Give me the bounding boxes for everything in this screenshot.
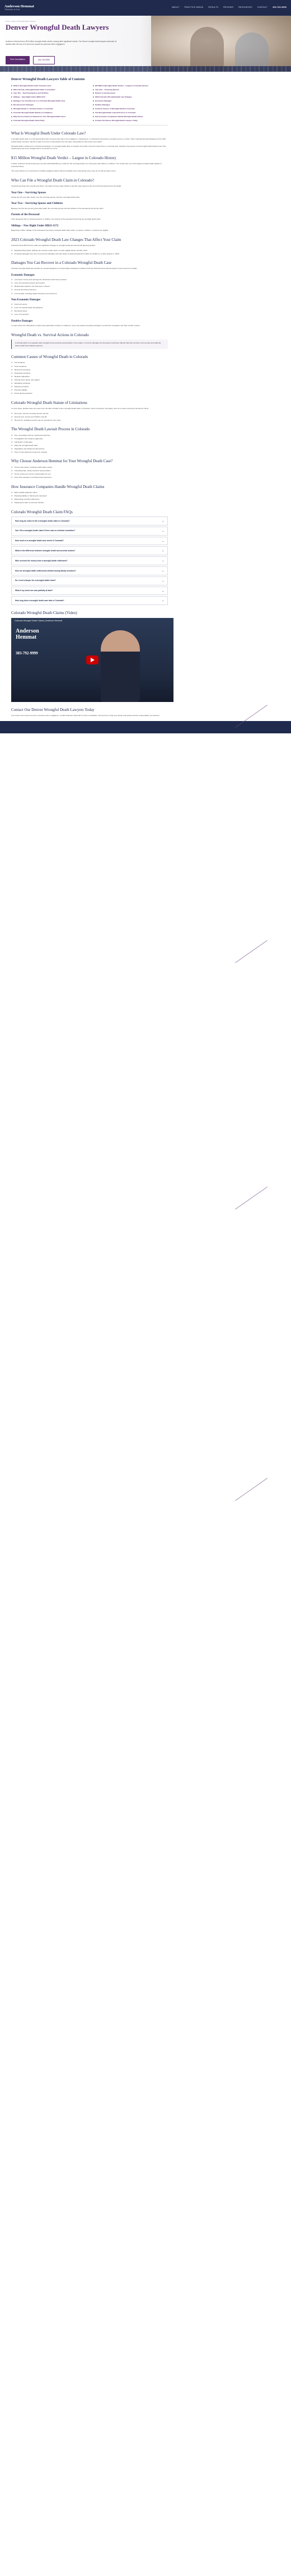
decorative-line — [235, 940, 267, 963]
toc-link-label: How Insurance Companies Handle Wrongful Death Claims — [95, 115, 143, 118]
toc-grid — [11, 85, 168, 122]
section-paragraph: Wrongful death is distinct from criminal proceedings. If a wrongful death claim is brought, the burden of proof is lower than in a criminal case. Families may pursue a civil wrongful death lawsuit even if the at-fault party was never charged with or convicted of a crime. — [11, 145, 166, 150]
list-item-text: Investigation and evidence gathering — [14, 437, 43, 440]
toc-link[interactable] — [11, 92, 86, 94]
toc-link[interactable] — [11, 115, 86, 118]
faq-question: What is the difference between wrongful death and survival actions? — [15, 549, 76, 552]
toc-link[interactable] — [93, 108, 168, 110]
section-title: 2023 Colorado Wrongful Death Law Changes That Affect Your Claim — [11, 237, 121, 242]
checkmark-icon: ✔ — [11, 419, 13, 421]
checklist — [11, 278, 168, 295]
logo-tagline: Attorneys at Law — [4, 8, 20, 11]
checkmark-icon: ✔ — [11, 382, 13, 384]
section-title: Common Causes of Wrongful Death in Colorado — [11, 355, 88, 360]
video-logo-line-1: Anderson — [16, 627, 39, 634]
section-paragraph: In most cases, families have two years from the date of death to file a wrongful death claim in Colorado. Some exceptions may apply, such as in cases involving a hit-and-run driver. — [11, 407, 149, 410]
list-item — [11, 476, 168, 478]
toc-link-label: Why Choose Anderson Hemmat for Your Wrongful Death Case? — [13, 115, 66, 118]
toc-link[interactable] — [11, 119, 86, 122]
video-presenter — [101, 630, 140, 702]
nav-item-reviews[interactable]: REVIEWS — [223, 6, 234, 9]
toc-link[interactable] — [11, 100, 86, 102]
list-item-text: Requesting recorded statements — [14, 498, 40, 501]
list-item — [11, 434, 168, 436]
checkmark-icon: ✔ — [11, 378, 13, 381]
toc-link[interactable] — [93, 119, 168, 122]
video-logo — [16, 628, 39, 640]
list-item-text: Negotiation and settlement discussions — [14, 447, 45, 450]
list-item-text: Lost future income and earnings the deceased would have provided — [14, 278, 67, 281]
list-item — [11, 278, 168, 281]
section-title: Colorado Wrongful Death Claim FAQs — [11, 509, 73, 514]
section-title: Colorado Wrongful Death Statute of Limitations — [11, 400, 87, 405]
toc-link-label: Year Two – Surviving Spouse and Children — [13, 92, 49, 95]
list-item — [11, 292, 168, 295]
list-item-text: Hit-and-run: limitations period may be extended to four years — [14, 419, 61, 421]
section-title: Why Choose Anderson Hemmat for Your Wrongful Death Case? — [11, 459, 113, 464]
toc-link[interactable] — [11, 104, 86, 106]
subsection-title: Economic Damages — [11, 273, 35, 277]
decorative-line — [235, 1187, 267, 1210]
list-item-text: Trial, if a fair settlement cannot be reached — [14, 450, 48, 453]
chevron-down-icon: ⌄ — [162, 579, 164, 582]
checkmark-icon: ✔ — [11, 313, 13, 316]
play-icon[interactable] — [86, 655, 98, 664]
faq-accordion — [11, 517, 168, 605]
decorative-line — [235, 1478, 267, 1501]
checkmark-icon: ✔ — [11, 434, 13, 436]
faq-item[interactable] — [11, 556, 168, 565]
list-item — [11, 285, 168, 287]
toc-link-label: 2023 Colorado Wrongful Death Law Changes — [95, 96, 132, 99]
square-bullet-icon: ■ — [11, 100, 12, 103]
footer — [0, 721, 291, 733]
top-bar — [0, 0, 291, 16]
checkmark-icon: ✔ — [11, 375, 13, 378]
list-item-text: Over three decades of combined trial experience — [14, 476, 52, 479]
checkmark-icon: ✔ — [11, 368, 13, 371]
square-bullet-icon: ■ — [93, 96, 94, 99]
toc-link-label: Who Can File a Wrongful Death Claim in Colorado? — [13, 88, 56, 91]
list-item — [11, 361, 168, 364]
checkmark-icon: ✔ — [11, 491, 13, 494]
free-consultation-button[interactable]: Free Consultation — [6, 56, 30, 64]
square-bullet-icon: ■ — [93, 100, 94, 103]
video-player[interactable] — [11, 618, 173, 702]
toc-link[interactable] — [93, 89, 168, 91]
list-item — [11, 253, 168, 255]
chevron-down-icon: ⌄ — [162, 549, 164, 552]
list-item — [11, 419, 168, 421]
nav-phone[interactable]: 303-792-9999 — [273, 6, 287, 9]
list-item — [11, 466, 168, 468]
checkmark-icon: ✔ — [11, 501, 13, 504]
hero-cta-group — [6, 56, 55, 64]
checkmark-icon: ✔ — [11, 466, 13, 468]
toc-link-label: Punitive Damages — [95, 104, 110, 106]
skyline-decoration — [0, 66, 291, 72]
section-title: How Insurance Companies Handle Wrongful Death Claims — [11, 484, 105, 489]
list-item-text: Loss of household services and support — [14, 282, 45, 285]
toc-link-label: Wrongful Death vs. Survival Actions in Colorado — [13, 107, 53, 110]
section-title: Contact Our Denver Wrongful Death Lawyers Today — [11, 707, 95, 712]
toc-link-label: Common Causes of Wrongful Death in Colorado — [95, 107, 135, 110]
toc-link[interactable] — [11, 89, 86, 91]
list-item-text: Emotional stress — [14, 310, 27, 313]
faq-item[interactable] — [11, 527, 168, 536]
list-item-text: Premises liability — [14, 389, 27, 392]
list-item-text: Compassionate, family-centered representation — [14, 469, 51, 472]
video-phone: 303-792-9999 — [16, 650, 38, 655]
checkmark-icon: ✔ — [11, 282, 13, 285]
list-item-text: First year: only the surviving spouse may file — [14, 412, 49, 415]
list-item — [11, 438, 168, 440]
list-item-text: Defective products — [14, 385, 29, 388]
list-item — [11, 375, 168, 378]
square-bullet-icon: ■ — [93, 92, 94, 95]
checkmark-icon: ✔ — [11, 310, 13, 313]
checkmark-icon: ✔ — [11, 469, 13, 472]
toc-link[interactable] — [93, 104, 168, 106]
chevron-down-icon: ⌄ — [162, 519, 164, 523]
subsection-title: Parents of the Deceased — [11, 213, 40, 217]
chevron-down-icon: ⌄ — [162, 559, 164, 562]
chevron-down-icon: ⌄ — [162, 539, 164, 542]
faq-item[interactable] — [11, 587, 168, 596]
nav-item-about[interactable]: ABOUT — [172, 6, 180, 9]
toc-link-label: Siblings – New Right Under HB23-1172 — [13, 96, 45, 99]
list-item-text: Funeral and burial expenses — [14, 289, 36, 291]
section-paragraph: In cases where the defendant's conduct was particularly reckless or malicious, a jury may award exemplary damages to punish the wrongdoer and deter similar conduct. — [11, 324, 140, 327]
checkmark-icon: ✔ — [11, 476, 13, 479]
list-item — [11, 491, 168, 494]
toc-link-label: Parents of the Deceased — [95, 92, 115, 95]
toc-link[interactable] — [93, 85, 168, 87]
list-item-text: Expanded filing rights: siblings can now file a claim when no other eligible family member exists. — [14, 249, 88, 252]
toc-link[interactable] — [93, 115, 168, 118]
subsection-title: Punitive Damages — [11, 319, 33, 323]
table-of-contents — [11, 77, 168, 122]
list-item-text: Loss of consortium — [14, 313, 29, 316]
content-wrap — [6, 77, 285, 717]
list-item-text: Medical bills related to the final injury or illness — [14, 285, 50, 288]
checkmark-icon: ✔ — [11, 385, 13, 388]
faq-question: Who receives the money from a wrongful death settlement? — [15, 559, 68, 562]
call-button[interactable]: 303-792-9999 — [33, 56, 55, 64]
video-title: Colorado Wrongful Death Claims | Anderson Hemmat — [15, 619, 63, 622]
section-paragraph: If the deceased had no surviving spouse or children, the parents of the deceased may bring the wrongful death claim. — [11, 218, 101, 221]
section-paragraph: A wrongful death claim is a civil lawsuit filed when someone dies due to the negligence, recklessness, or intentional misconduct of another person or entity. Under Colorado Revised Statutes § 13-21-202, certain family members may file a claim to recover compensation from the party responsible for their loved one's death. — [11, 138, 166, 143]
square-bullet-icon: ■ — [11, 84, 12, 87]
list-item — [11, 369, 168, 371]
checklist — [11, 303, 168, 316]
toc-link-label: Contact Our Denver Wrongful Death Lawyers Today — [95, 119, 138, 122]
faq-item[interactable] — [11, 566, 168, 575]
list-item-text: Disputing liability or blaming the deceased — [14, 494, 47, 497]
checkmark-icon: ✔ — [11, 412, 13, 415]
square-bullet-icon: ■ — [11, 107, 12, 110]
checkmark-icon: ✔ — [11, 498, 13, 501]
checkmark-icon: ✔ — [11, 440, 13, 443]
hero-photo — [151, 16, 291, 72]
checklist — [11, 249, 168, 255]
list-item-text: Medical malpractice — [14, 375, 30, 378]
nav-item-resources[interactable]: RESOURCES — [238, 6, 252, 9]
faq-item[interactable] — [11, 596, 168, 605]
list-item-text: Calculation of damages — [14, 440, 32, 443]
checkmark-icon: ✔ — [11, 389, 13, 392]
toc-link-label: Colorado Wrongful Death Statute of Limitations — [13, 111, 53, 114]
list-item — [11, 282, 168, 284]
square-bullet-icon: ■ — [93, 111, 94, 114]
list-item — [11, 313, 168, 315]
section-paragraph: In 2021, Anderson Hemmat attorneys secured a $15,000,000 jury verdict for the surviving family of a motorcycle rider killed in a collision. The verdict was one of the largest wrongful death awards in Colorado history. — [11, 162, 162, 168]
subsection-title: Non-Economic Damages — [11, 298, 41, 301]
subsection-title: Year One – Surviving Spouse — [11, 191, 46, 194]
video-logo-line-2: Hemmat — [16, 634, 37, 640]
callout-box: A survival action is a separate claim brought by the personal representative of the estate. It recovers damages the deceased could have claimed had they survived, such as pain and suffering before death and medical expenses. — [11, 340, 168, 349]
section-title: What Is Wrongful Death Under Colorado Law? — [11, 131, 86, 136]
square-bullet-icon: ■ — [93, 84, 94, 87]
logo-line-2: Hemmat — [20, 4, 34, 8]
chevron-down-icon: ⌄ — [162, 589, 164, 592]
toc-link-label: $15 Million Wrongful Death Verdict – Largest in Colorado History — [95, 84, 148, 87]
section-paragraph: Between the first and second years after death, the surviving spouse and the children of the deceased may file the claim. — [11, 207, 104, 210]
toc-link[interactable] — [11, 85, 86, 87]
square-bullet-icon: ■ — [93, 88, 94, 91]
hero — [0, 16, 291, 72]
list-item — [11, 498, 168, 500]
list-item-text: Pedestrian accidents — [14, 371, 31, 374]
list-item — [11, 389, 168, 391]
checklist — [11, 361, 168, 394]
toc-link-label: What Is Wrongful Death Under Colorado Law? — [13, 84, 51, 87]
square-bullet-icon: ■ — [11, 119, 12, 122]
list-item-text: Proven trial results, including a $15 million verdict — [14, 466, 53, 468]
checkmark-icon: ✔ — [11, 444, 13, 447]
faq-question: How are wrongful death settlements divided among family members? — [15, 569, 76, 572]
list-item-text: Car accidents — [14, 361, 25, 364]
toc-title: Denver Wrongful Death Lawyers Table of Contents — [11, 78, 85, 81]
hero-intro: Anderson Hemmat has a $15 million wrongful death verdict, among other significant results. Our Denver wrongful death lawyers advocate for families after the loss of a loved one caused by someone else's negligence. — [6, 40, 117, 45]
square-bullet-icon: ■ — [93, 119, 94, 122]
nav-item-results[interactable]: RESULTS — [208, 6, 219, 9]
logo-line-1: Anderson — [4, 4, 20, 8]
toc-link[interactable] — [93, 92, 168, 94]
list-item — [11, 412, 168, 415]
toc-link-label: Damages You Can Recover in a Colorado Wrongful Death Case — [13, 100, 65, 103]
section-title: The Wrongful Death Lawsuit Process in Colorado — [11, 427, 90, 432]
list-item-text: Motorcycle accidents — [14, 368, 31, 371]
toc-link[interactable] — [93, 96, 168, 98]
hero-figure-left — [190, 27, 224, 72]
toc-link[interactable] — [11, 108, 86, 110]
faq-question: Can I file a wrongful death claim if there was no criminal conviction? — [15, 529, 76, 532]
list-item — [11, 473, 168, 475]
list-item — [11, 289, 168, 291]
subsection-title: Year Two – Surviving Spouse and Children — [11, 202, 63, 206]
nav-item-contact[interactable]: CONTACT — [257, 6, 268, 9]
checkmark-icon: ✔ — [11, 437, 13, 440]
list-item-text: Increased damages cap: the non-economic damages cap was raised to approximately $1.5 million for deaths on or after January 1, 2025. — [14, 252, 120, 255]
list-item — [11, 416, 168, 418]
checkmark-icon: ✔ — [11, 494, 13, 497]
list-item — [11, 451, 168, 453]
list-item-text: Drunk driving accidents — [14, 392, 32, 395]
square-bullet-icon: ■ — [11, 111, 12, 114]
square-bullet-icon: ■ — [11, 104, 12, 106]
square-bullet-icon: ■ — [93, 115, 94, 118]
list-item — [11, 469, 168, 472]
list-item-text: Grief and sorrow — [14, 303, 27, 306]
main-column — [6, 77, 168, 717]
list-item-text: Workplace accidents — [14, 382, 31, 384]
faq-item[interactable] — [11, 576, 168, 585]
list-item — [11, 249, 168, 252]
list-item-text: Loss of companionship and guidance — [14, 306, 43, 309]
toc-link[interactable] — [11, 96, 86, 98]
section-paragraph: Colorado wrongful death law provides for several categories of compensation designed to address both the financial and emotional impact of your loved one's death. — [11, 267, 138, 270]
faq-question: How long does a wrongful death case take in Colorado? — [15, 599, 64, 602]
list-item — [11, 372, 168, 374]
section-paragraph: The result reflects our commitment to holding negligent parties fully accountable and to presenting every case as if it will go before a jury. — [11, 170, 116, 173]
faq-item[interactable] — [11, 546, 168, 555]
section-paragraph: If you have lost a loved one due to someone else's negligence, contact Anderson Hemmat for a free consultation. We are here to help your family seek justice and the compensation you deserve. — [11, 714, 160, 717]
list-item-text: Filing the wrongful death claim — [14, 444, 38, 447]
checkmark-icon: ✔ — [11, 415, 13, 418]
checkmark-icon: ✔ — [11, 361, 13, 364]
list-item-text: Lost benefits, including health insurance and retirement — [14, 292, 57, 295]
checkmark-icon: ✔ — [11, 371, 13, 374]
toc-link-label: Year One – Surviving Spouse — [95, 88, 119, 91]
list-item-text: Free consultation with an experienced attorney — [14, 434, 50, 436]
toc-link-label: Non-Economic Damages — [13, 104, 34, 106]
square-bullet-icon: ■ — [11, 96, 12, 99]
section-title: $15 Million Wrongful Death Verdict – Largest in Colorado History — [11, 155, 116, 160]
toc-link-label: The Wrongful Death Lawsuit Process in Colorado — [95, 111, 136, 114]
list-item-text: Nursing home abuse and neglect — [14, 378, 40, 381]
breadcrumb[interactable]: Home › Denver Wrongful Death Lawyers — [6, 20, 36, 22]
faq-question: What if my loved one was partially at fault? — [15, 589, 53, 592]
checkmark-icon: ✔ — [11, 303, 13, 306]
checkmark-icon: ✔ — [11, 249, 13, 252]
chevron-down-icon: ⌄ — [162, 599, 164, 602]
list-item — [11, 306, 168, 309]
checkmark-icon: ✔ — [11, 292, 13, 295]
checkmark-icon: ✔ — [11, 278, 13, 281]
toc-link[interactable] — [93, 111, 168, 114]
section-title: Damages You Can Recover in a Colorado Wrongful Death Case — [11, 261, 112, 266]
page-title: Denver Wrongful Death Lawyers — [6, 23, 109, 31]
list-item-text: Truck accidents — [14, 365, 27, 368]
list-item — [11, 501, 168, 504]
chevron-down-icon: ⌄ — [162, 529, 164, 532]
nav-item-practice-areas[interactable]: PRACTICE AREAS — [184, 6, 204, 9]
checkmark-icon: ✔ — [11, 450, 13, 453]
list-item — [11, 365, 168, 368]
checkmark-icon: ✔ — [11, 365, 13, 368]
checkmark-icon: ✔ — [11, 392, 13, 395]
list-item — [11, 448, 168, 450]
faq-item[interactable] — [11, 537, 168, 546]
list-item-text: Second year: spouse and children may file — [14, 415, 47, 418]
section-title: Wrongful Death vs. Survival Actions in Colorado — [11, 332, 89, 337]
toc-link-label: Economic Damages — [95, 100, 112, 103]
checkmark-icon: ✔ — [11, 306, 13, 309]
toc-link[interactable] — [93, 100, 168, 102]
checklist — [11, 491, 168, 504]
list-item-text: Early lowball settlement offers — [14, 491, 37, 494]
list-item — [11, 495, 168, 497]
square-bullet-icon: ■ — [11, 115, 12, 118]
list-item — [11, 385, 168, 388]
toc-link-label: Colorado Wrongful Death Claim FAQs — [13, 119, 45, 122]
checkmark-icon: ✔ — [11, 447, 13, 450]
checkmark-icon: ✔ — [11, 285, 13, 288]
checkmark-icon: ✔ — [11, 472, 13, 475]
section-paragraph: Colorado House Bill 23-1172 made two significant changes to wrongful death law that benefit grieving families. — [11, 244, 96, 247]
section-title: Who Can File a Wrongful Death Claim in Colorado? — [11, 178, 95, 183]
section-paragraph: Colorado law limits who may file and when. The right to bring a claim follows a specific order based on the time that has passed since the death. — [11, 185, 122, 188]
list-item — [11, 444, 168, 447]
checklist — [11, 434, 168, 454]
checkmark-icon: ✔ — [11, 289, 13, 291]
list-item — [11, 303, 168, 305]
main-nav — [172, 6, 287, 9]
section-paragraph: During the first year after death, only the surviving spouse may file a wrongful death claim. — [11, 196, 81, 198]
square-bullet-icon: ■ — [11, 88, 12, 91]
faq-question: Do I need a lawyer for a wrongful death claim? — [15, 579, 56, 582]
faq-question: How much is a wrongful death case worth in Colorado? — [15, 540, 64, 542]
faq-item[interactable] — [11, 517, 168, 526]
list-item — [11, 392, 168, 394]
checklist — [11, 466, 168, 479]
checklist — [11, 412, 168, 422]
chevron-down-icon: ⌄ — [162, 569, 164, 572]
list-item-text: Delaying the claim to pressure families — [14, 501, 44, 504]
subsection-title: Siblings – New Right Under HB23-1172 — [11, 224, 59, 227]
list-item — [11, 382, 168, 384]
list-item — [11, 379, 168, 381]
list-item — [11, 441, 168, 443]
square-bullet-icon: ■ — [11, 92, 12, 95]
section-title: Colorado Wrongful Death Claims (Video) — [11, 611, 77, 616]
logo[interactable] — [4, 5, 34, 11]
list-item-text: No fee unless we recover compensation for you — [14, 472, 51, 475]
faq-question: How long do I have to file a wrongful death claim in Colorado? — [15, 519, 70, 522]
list-item — [11, 310, 168, 312]
square-bullet-icon: ■ — [93, 107, 94, 110]
toc-link[interactable] — [11, 111, 86, 114]
square-bullet-icon: ■ — [93, 104, 94, 106]
checkmark-icon: ✔ — [11, 252, 13, 255]
section-paragraph: Beginning in 2024, siblings of the deceased may bring a wrongful death claim when no spouse, children, or parents are eligible. — [11, 229, 109, 232]
